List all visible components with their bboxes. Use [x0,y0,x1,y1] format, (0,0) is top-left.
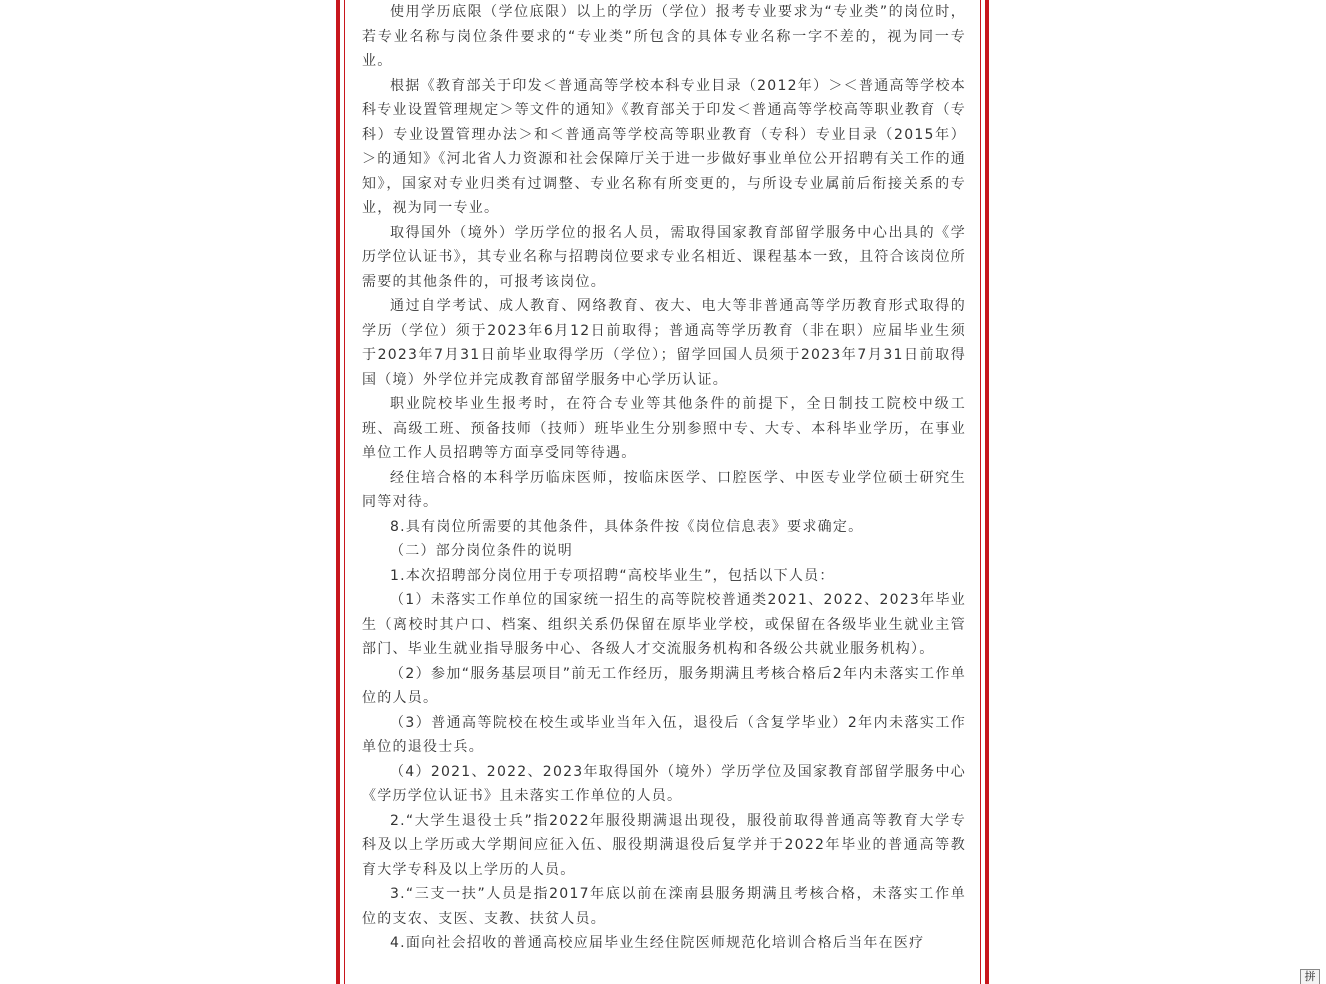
paragraph-three-supports-definition: 3.“三支一扶”人员是指2017年底以前在滦南县服务期满且考核合格，未落实工作单位的支农、支医、支教、扶贫人员。 [362,886,966,927]
page-border-right-inner [980,0,981,984]
list-item-graduate-2: （2）参加“服务基层项目”前无工作经历，服务期满且考核合格后2年内未落实工作单位的人员。 [362,665,966,706]
paragraph-retired-soldier-definition: 2.“大学生退役士兵”指2022年服役期满退出现役，服役前取得普通高等教育大学专科及以上学历或大学期间应征入伍、服役期满退役后复学并于2022年毕业的普通高等教育大学专科及以上学历的人员。 [362,812,966,878]
paragraph-major-category-rule: 使用学历底限（学位底限）以上的学历（学位）报考专业要求为“专业类”的岗位时，若专业名称与岗位条件要求的“专业类”所包含的具体专业名称一字不差的，视为同一专业。 [362,4,966,69]
article-body [362,0,966,956]
paragraph-vocational-graduate-rule: 职业院校毕业生报考时，在符合专业等其他条件的前提下，全日制技工院校中级工班、高级工班、预备技师（技师）班毕业生分别参照中专、大专、本科毕业学历，在事业单位工作人员招聘等方面享受同等待遇。 [362,396,966,461]
paragraph-graduate-special-recruitment: 1.本次招聘部分岗位用于专项招聘“高校毕业生”，包括以下人员： [390,567,835,584]
section-heading-position-conditions: （二）部分岗位条件的说明 [390,543,573,559]
paragraph-condition-8: 8.具有岗位所需要的其他条件，具体条件按《岗位信息表》要求确定。 [390,518,864,535]
page-border-right-outer [985,0,989,984]
paragraph-overseas-degree-rule: 取得国外（境外）学历学位的报名人员，需取得国家教育部留学服务中心出具的《学历学位认证书》，其专业名称与招聘岗位要求专业名相近、课程基本一致，且符合该岗位所需要的其他条件的，可报考该岗位。 [362,224,966,290]
page-border-left-outer [336,0,340,984]
paragraph-degree-deadline-rule: 通过自学考试、成人教育、网络教育、夜大、电大等非普通高等学历教育形式取得的学历（学位）须于2023年6月12日前取得；普通高等学历教育（非在职）应届毕业生须于2023年7月31日前毕业取得学历（学位）；留学回国人员须于2023年7月31日前取得国（境）外学位并完成教育部留学服务中心学历认证。 [362,298,966,388]
page-border-left-inner [344,0,345,984]
paragraph-major-adjustment-rule: 根据《教育部关于印发＜普通高等学校本科专业目录（2012年）＞＜普通高等学校本科专业设置管理规定＞等文件的通知》《教育部关于印发＜普通高等学校高等职业教育（专科）专业设置管理办法＞和＜普通高等学校高等职业教育（专科）专业目录（2015年）＞的通知》《河北省人力资源和社会保障厅关于进一步做好事业单位公开招聘有关工作的通知》，国家对专业归类有过调整、专业名称有所变更的，与所设专业属前后衔接关系的专业，视为同一专业。 [362,77,966,216]
paragraph-resident-doctor-recruitment: 4.面向社会招收的普通高校应届毕业生经住院医师规范化培训合格后当年在医疗 [390,935,925,951]
list-item-graduate-1: （1）未落实工作单位的国家统一招生的高等院校普通类2021、2022、2023年毕业生（离校时其户口、档案、组织关系仍保留在原毕业学校，或保留在各级毕业生就业主管部门、毕业生就业指导服务中心、各级人才交流服务机构和各级公共就业服务机构）。 [362,592,966,657]
paragraph-resident-training-rule: 经住培合格的本科学历临床医师，按临床医学、口腔医学、中医专业学位硕士研究生同等对待。 [362,469,966,510]
list-item-graduate-3: （3）普通高等院校在校生或毕业当年入伍，退役后（含复学毕业）2年内未落实工作单位的退役士兵。 [362,714,966,755]
list-item-graduate-4: （4）2021、2022、2023年取得国外（境外）学历学位及国家教育部留学服务中心《学历学位认证书》且未落实工作单位的人员。 [362,763,966,804]
ime-indicator-icon[interactable]: 拼 [1300,969,1320,984]
